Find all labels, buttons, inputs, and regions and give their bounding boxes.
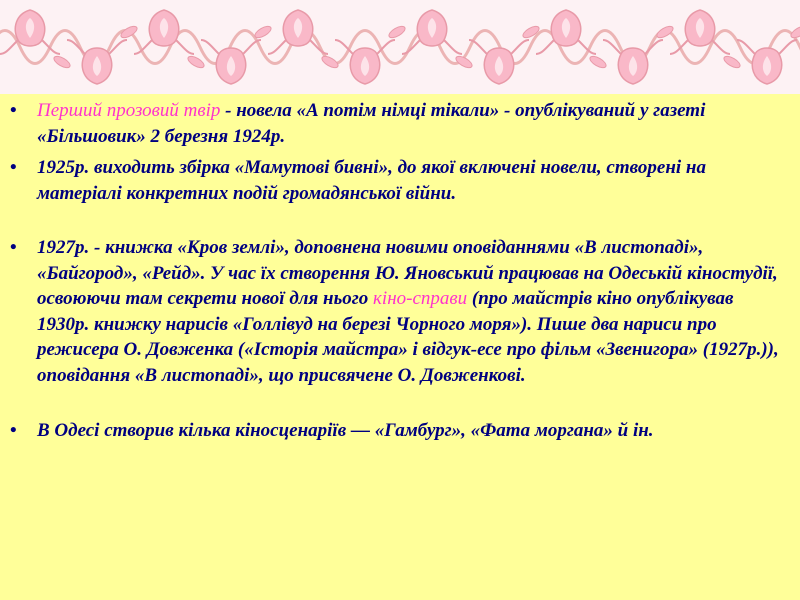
ornament-leaf [387, 24, 407, 40]
content-area [0, 94, 800, 600]
bullet-list [10, 98, 790, 444]
ornament-leaf [186, 54, 206, 70]
bullet-item-3 [10, 235, 790, 388]
bullet-3-text-before: 1927р. - книжка «Кров землі», доповнена новими оповіданнями «В листопаді», «Байгород», «Рейд». У час їх створення Ю. Яновський працював на Одеській кіностудії, освоюючи там секрети нової для нього [37, 237, 778, 309]
bullet-dot-icon: • [10, 100, 17, 121]
floral-tulip-icon [335, 40, 395, 84]
ornament-leaf [253, 24, 273, 40]
bullet-1-text: - новела «А потім німці тікали» - опублікуваний у газеті «Більшовик» 2 березня 1924р. [37, 100, 706, 147]
ornament-leaf [722, 54, 742, 70]
bullet-dot-icon: • [10, 420, 17, 441]
bullet-item-4 [10, 418, 790, 444]
floral-tulip-icon [67, 40, 127, 84]
bullet-2-text: 1925р. виходить збірка «Мамутові бивні», до якої включені новели, створені на матеріалі конкретних подій громадянської війни. [37, 157, 706, 204]
ornament-leaf [52, 54, 72, 70]
bullet-item-2 [10, 155, 790, 206]
ornament-leaf [320, 54, 340, 70]
floral-ornament-border [0, 0, 800, 94]
ornament-leaf [521, 24, 541, 40]
ornament-leaf [588, 54, 608, 70]
floral-tulip-icon [603, 40, 663, 84]
bullet-3-text-after: (про майстрів кіно опублікував 1930р. книжку нарисів «Голлівуд на березі Чорного моря»). Пише два нариси про режисера О. Довженка («Історія майстра» і відгук-есе про фільм «Звенигора» (1927р.)), оповідання «В листопаді», що присвячене О. Довженкові. [37, 288, 779, 386]
floral-tulip-icon [737, 40, 797, 84]
floral-ornament [0, 0, 800, 94]
bullet-item-1 [10, 98, 790, 149]
bullet-3-highlight: кіно-справи [373, 288, 468, 309]
bullet-dot-icon: • [10, 157, 17, 178]
bullet-1-lead: Перший прозовий твір [37, 100, 221, 121]
bullet-dot-icon: • [10, 237, 17, 258]
ornament-leaf [655, 24, 675, 40]
bullet-4-text: В Одесі створив кілька кіносценаріїв — «Гамбург», «Фата моргана» й ін. [37, 420, 654, 441]
